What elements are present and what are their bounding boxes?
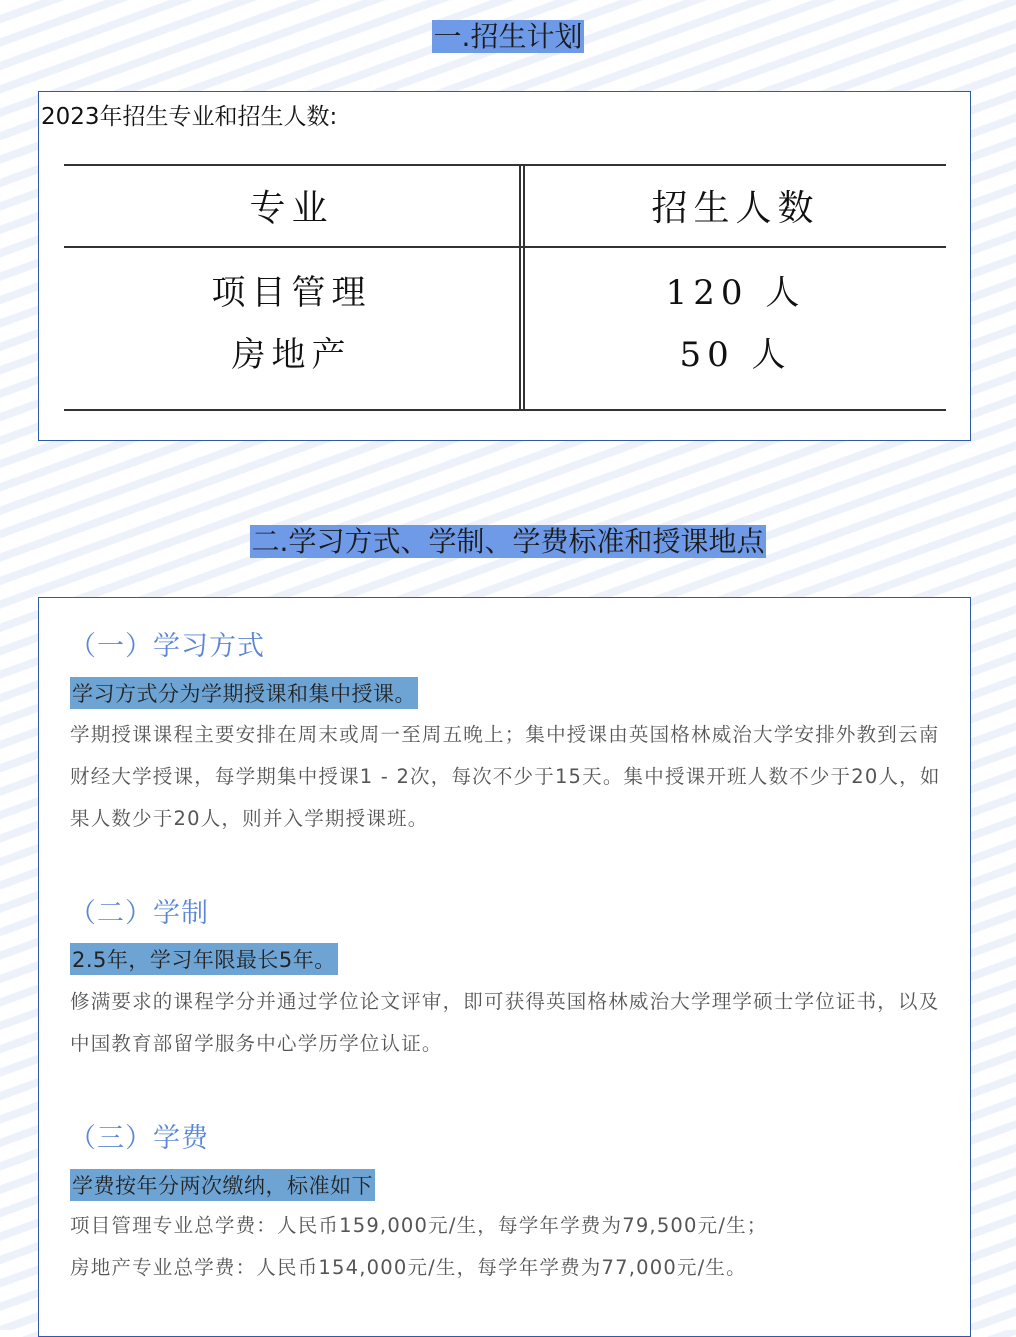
table-column-divider (519, 164, 521, 411)
table-header-major: 专业 (249, 188, 334, 229)
duration-highlight: 2.5年，学习年限最长5年。 (70, 943, 338, 975)
duration-text: 修满要求的课程学分并通过学位论文评审，即可获得英国格林威治大学理学硕士学位证书，以及中国教育部留学服务中心学历学位认证。 (70, 990, 940, 1055)
table-cell-major: 项目管理 (211, 273, 372, 313)
table-cell-count: 120 人 (665, 273, 806, 313)
tuition-highlight: 学费按年分两次缴纳，标准如下 (70, 1169, 375, 1201)
study-mode-highlight: 学习方式分为学期授课和集中授课。 (70, 677, 418, 709)
tuition-line-real-estate: 房地产专业总学费：人民币154,000元/生，每学年学费为77,000元/生。 (70, 1256, 747, 1279)
section-1-title (0, 19, 1016, 55)
table-top-rule (64, 164, 946, 166)
enrollment-table (64, 164, 946, 412)
tuition-line-project-management: 项目管理专业总学费：人民币159,000元/生，每学年学费为79,500元/生； (70, 1214, 768, 1237)
enrollment-plan-box (38, 91, 971, 441)
study-mode-heading: （一）学习方式 (69, 631, 265, 662)
table-cell-count: 50 人 (679, 335, 792, 375)
study-mode-text: 学期授课课程主要安排在周末或周一至周五晚上；集中授课由英国格林威治大学安排外教到云南财经大学授课，每学期集中授课1 - 2次，每次不少于15天。集中授课开班人数不少于20人，如果人数少于20人，则并入学期授课班。 (70, 723, 941, 830)
table-bottom-rule (64, 409, 946, 411)
study-details-box (38, 597, 971, 1337)
table-cell-major: 房地产 (231, 335, 352, 375)
enrollment-intro: 2023年招生专业和招生人数: (41, 104, 338, 130)
table-header-rule (64, 246, 946, 248)
duration-heading: （二）学制 (69, 898, 209, 929)
section-2-title (0, 524, 1016, 560)
section-1-title-text: 一.招生计划 (433, 20, 583, 53)
section-2-title-text: 二.学习方式、学制、学费标准和授课地点 (251, 525, 765, 558)
table-header-count: 招生人数 (651, 188, 820, 229)
tuition-heading: （三）学费 (69, 1123, 209, 1154)
